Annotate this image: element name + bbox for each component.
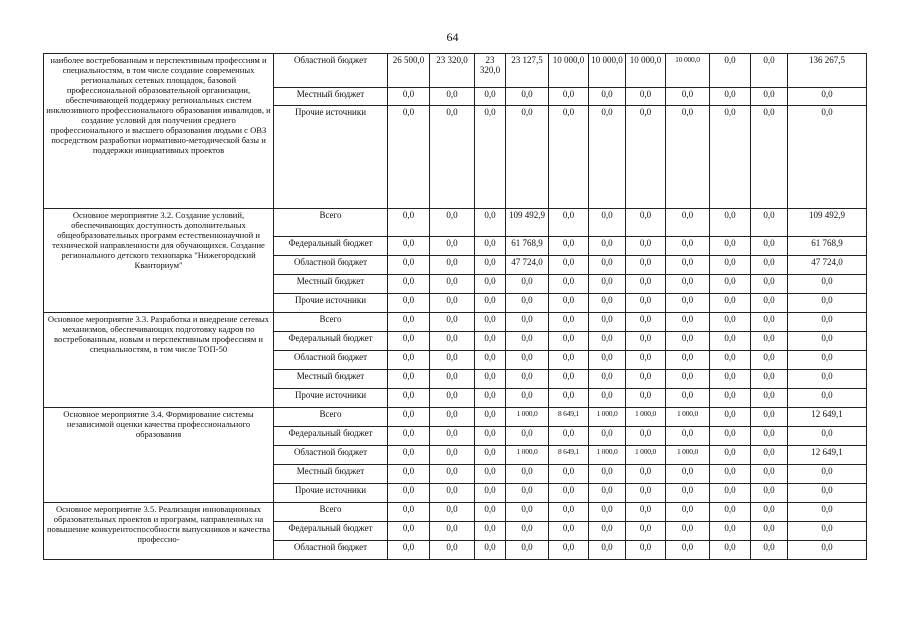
amount-cell: 0,0	[710, 54, 751, 88]
amount-cell: 0,0	[549, 275, 589, 294]
amount-cell: 12 649,1	[788, 446, 867, 465]
amount-cell: 1 000,0	[666, 446, 710, 465]
amount-cell: 0,0	[788, 275, 867, 294]
amount-cell: 0,0	[388, 541, 430, 560]
amount-cell: 8 649,1	[549, 408, 589, 427]
amount-cell: 0,0	[475, 427, 506, 446]
funding-source: Федеральный бюджет	[274, 522, 388, 541]
amount-cell: 0,0	[388, 106, 430, 209]
amount-cell: 0,0	[506, 351, 549, 370]
amount-cell: 0,0	[388, 294, 430, 313]
amount-cell: 0,0	[788, 427, 867, 446]
amount-cell: 0,0	[475, 237, 506, 256]
amount-cell: 0,0	[549, 332, 589, 351]
funding-source: Местный бюджет	[274, 275, 388, 294]
amount-cell: 0,0	[430, 389, 475, 408]
amount-cell: 0,0	[475, 484, 506, 503]
amount-cell: 0,0	[549, 209, 589, 237]
amount-cell: 0,0	[710, 541, 751, 560]
amount-cell: 0,0	[388, 370, 430, 389]
amount-cell: 0,0	[626, 370, 666, 389]
amount-cell: 0,0	[751, 54, 788, 88]
amount-cell: 0,0	[388, 209, 430, 237]
amount-cell: 0,0	[475, 446, 506, 465]
amount-cell: 0,0	[388, 256, 430, 275]
amount-cell: 0,0	[666, 313, 710, 332]
activity-description: Основное мероприятие 3.2. Создание условий, обеспечивающих доступность дополнительных общеобразовательных программ естественнонаучной и технической направленности для обучающихся. Создание регионального детского технопарка "Нижегородский Кванториум"	[44, 209, 274, 313]
funding-source: Прочие источники	[274, 389, 388, 408]
amount-cell: 0,0	[589, 370, 626, 389]
amount-cell: 0,0	[710, 465, 751, 484]
amount-cell: 10 000,0	[626, 54, 666, 88]
amount-cell: 0,0	[626, 541, 666, 560]
amount-cell: 0,0	[388, 427, 430, 446]
amount-cell: 0,0	[549, 351, 589, 370]
amount-cell: 0,0	[589, 275, 626, 294]
amount-cell: 0,0	[549, 427, 589, 446]
amount-cell: 0,0	[751, 256, 788, 275]
amount-cell: 0,0	[710, 237, 751, 256]
funding-source: Местный бюджет	[274, 465, 388, 484]
amount-cell: 0,0	[475, 465, 506, 484]
amount-cell: 0,0	[710, 522, 751, 541]
amount-cell: 0,0	[666, 237, 710, 256]
amount-cell: 0,0	[430, 313, 475, 332]
amount-cell: 0,0	[430, 408, 475, 427]
amount-cell: 26 500,0	[388, 54, 430, 88]
amount-cell: 0,0	[506, 313, 549, 332]
amount-cell: 0,0	[626, 389, 666, 408]
amount-cell: 0,0	[430, 275, 475, 294]
amount-cell: 0,0	[506, 465, 549, 484]
table-row	[44, 209, 867, 237]
amount-cell: 0,0	[475, 522, 506, 541]
amount-cell: 0,0	[751, 106, 788, 209]
funding-source: Областной бюджет	[274, 541, 388, 560]
amount-cell: 0,0	[710, 294, 751, 313]
amount-cell: 0,0	[589, 465, 626, 484]
amount-cell: 0,0	[549, 484, 589, 503]
amount-cell: 10 000,0	[589, 54, 626, 88]
amount-cell: 0,0	[626, 484, 666, 503]
amount-cell: 1 000,0	[506, 446, 549, 465]
amount-cell: 0,0	[666, 351, 710, 370]
amount-cell: 0,0	[388, 332, 430, 351]
amount-cell: 0,0	[626, 465, 666, 484]
amount-cell: 0,0	[475, 332, 506, 351]
funding-source: Областной бюджет	[274, 256, 388, 275]
amount-cell: 0,0	[589, 332, 626, 351]
table-row	[44, 54, 867, 88]
amount-cell: 0,0	[549, 541, 589, 560]
amount-cell: 0,0	[506, 389, 549, 408]
amount-cell: 0,0	[430, 88, 475, 106]
amount-cell: 0,0	[549, 370, 589, 389]
funding-source: Федеральный бюджет	[274, 427, 388, 446]
amount-cell: 0,0	[506, 522, 549, 541]
funding-source: Федеральный бюджет	[274, 332, 388, 351]
amount-cell: 0,0	[751, 408, 788, 427]
amount-cell: 1 000,0	[589, 446, 626, 465]
amount-cell: 0,0	[666, 209, 710, 237]
funding-source: Всего	[274, 313, 388, 332]
amount-cell: 0,0	[626, 88, 666, 106]
funding-source: Местный бюджет	[274, 88, 388, 106]
amount-cell: 0,0	[506, 541, 549, 560]
amount-cell: 0,0	[388, 446, 430, 465]
amount-cell: 47 724,0	[788, 256, 867, 275]
amount-cell: 0,0	[549, 465, 589, 484]
amount-cell: 0,0	[710, 88, 751, 106]
amount-cell: 1 000,0	[626, 446, 666, 465]
amount-cell: 61 768,9	[506, 237, 549, 256]
amount-cell: 0,0	[788, 484, 867, 503]
amount-cell: 0,0	[388, 503, 430, 522]
funding-source: Всего	[274, 503, 388, 522]
amount-cell: 0,0	[666, 275, 710, 294]
amount-cell: 0,0	[626, 294, 666, 313]
amount-cell: 0,0	[430, 503, 475, 522]
amount-cell: 0,0	[751, 465, 788, 484]
amount-cell: 61 768,9	[788, 237, 867, 256]
amount-cell: 0,0	[388, 408, 430, 427]
amount-cell: 0,0	[506, 88, 549, 106]
amount-cell: 0,0	[589, 427, 626, 446]
funding-source: Областной бюджет	[274, 54, 388, 88]
amount-cell: 0,0	[788, 541, 867, 560]
funding-source: Прочие источники	[274, 106, 388, 209]
amount-cell: 0,0	[388, 484, 430, 503]
amount-cell: 0,0	[788, 503, 867, 522]
amount-cell: 0,0	[788, 351, 867, 370]
amount-cell: 0,0	[388, 275, 430, 294]
amount-cell: 0,0	[506, 106, 549, 209]
amount-cell: 0,0	[506, 294, 549, 313]
amount-cell: 0,0	[666, 427, 710, 446]
amount-cell: 0,0	[666, 484, 710, 503]
amount-cell: 0,0	[589, 351, 626, 370]
amount-cell: 47 724,0	[506, 256, 549, 275]
amount-cell: 0,0	[475, 209, 506, 237]
amount-cell: 0,0	[751, 351, 788, 370]
amount-cell: 0,0	[430, 106, 475, 209]
amount-cell: 0,0	[589, 88, 626, 106]
amount-cell: 0,0	[475, 294, 506, 313]
amount-cell: 0,0	[589, 389, 626, 408]
amount-cell: 0,0	[751, 389, 788, 408]
amount-cell: 0,0	[506, 503, 549, 522]
amount-cell: 0,0	[710, 209, 751, 237]
amount-cell: 0,0	[666, 332, 710, 351]
amount-cell: 0,0	[549, 88, 589, 106]
amount-cell: 0,0	[710, 370, 751, 389]
amount-cell: 0,0	[788, 332, 867, 351]
amount-cell: 0,0	[475, 351, 506, 370]
amount-cell: 0,0	[666, 256, 710, 275]
amount-cell: 0,0	[388, 351, 430, 370]
amount-cell: 0,0	[626, 237, 666, 256]
amount-cell: 0,0	[788, 106, 867, 209]
amount-cell: 0,0	[710, 503, 751, 522]
amount-cell: 0,0	[710, 427, 751, 446]
amount-cell: 109 492,9	[788, 209, 867, 237]
amount-cell: 0,0	[626, 209, 666, 237]
funding-source: Областной бюджет	[274, 446, 388, 465]
amount-cell: 0,0	[589, 106, 626, 209]
amount-cell: 0,0	[751, 503, 788, 522]
amount-cell: 0,0	[589, 294, 626, 313]
budget-table	[43, 53, 867, 560]
amount-cell: 0,0	[549, 106, 589, 209]
amount-cell: 0,0	[388, 237, 430, 256]
amount-cell: 0,0	[751, 541, 788, 560]
amount-cell: 0,0	[475, 88, 506, 106]
amount-cell: 0,0	[589, 209, 626, 237]
amount-cell: 0,0	[751, 370, 788, 389]
amount-cell: 10 000,0	[666, 54, 710, 88]
amount-cell: 23 320,0	[430, 54, 475, 88]
amount-cell: 0,0	[666, 106, 710, 209]
amount-cell: 0,0	[549, 503, 589, 522]
amount-cell: 0,0	[549, 256, 589, 275]
amount-cell: 0,0	[788, 88, 867, 106]
amount-cell: 0,0	[388, 313, 430, 332]
amount-cell: 0,0	[751, 522, 788, 541]
amount-cell: 0,0	[666, 541, 710, 560]
amount-cell: 0,0	[666, 522, 710, 541]
amount-cell: 0,0	[751, 332, 788, 351]
amount-cell: 0,0	[475, 370, 506, 389]
amount-cell: 0,0	[506, 332, 549, 351]
amount-cell: 0,0	[626, 106, 666, 209]
amount-cell: 0,0	[751, 427, 788, 446]
amount-cell: 0,0	[788, 389, 867, 408]
amount-cell: 0,0	[751, 209, 788, 237]
amount-cell: 109 492,9	[506, 209, 549, 237]
amount-cell: 0,0	[430, 484, 475, 503]
amount-cell: 0,0	[788, 522, 867, 541]
amount-cell: 0,0	[589, 503, 626, 522]
amount-cell: 0,0	[626, 427, 666, 446]
amount-cell: 0,0	[549, 313, 589, 332]
amount-cell: 0,0	[589, 313, 626, 332]
amount-cell: 0,0	[549, 522, 589, 541]
activity-description: Основное мероприятие 3.4. Формирование системы независимой оценки качества профессионального образования	[44, 408, 274, 503]
amount-cell: 23 127,5	[506, 54, 549, 88]
amount-cell: 0,0	[710, 446, 751, 465]
amount-cell: 0,0	[475, 408, 506, 427]
amount-cell: 1 000,0	[626, 408, 666, 427]
amount-cell: 0,0	[475, 256, 506, 275]
amount-cell: 0,0	[710, 332, 751, 351]
amount-cell: 0,0	[626, 275, 666, 294]
amount-cell: 0,0	[430, 370, 475, 389]
amount-cell: 136 267,5	[788, 54, 867, 88]
funding-source: Прочие источники	[274, 484, 388, 503]
funding-source: Областной бюджет	[274, 351, 388, 370]
amount-cell: 0,0	[666, 389, 710, 408]
amount-cell: 8 649,1	[549, 446, 589, 465]
amount-cell: 1 000,0	[589, 408, 626, 427]
amount-cell: 0,0	[589, 484, 626, 503]
funding-source: Прочие источники	[274, 294, 388, 313]
amount-cell: 0,0	[430, 237, 475, 256]
amount-cell: 0,0	[589, 237, 626, 256]
activity-description: Основное мероприятие 3.3. Разработка и внедрение сетевых механизмов, обеспечивающих подготовку кадров по востребованным, новым и перспективным профессиям и специальностям, в том числе ТОП-50	[44, 313, 274, 408]
amount-cell: 10 000,0	[549, 54, 589, 88]
funding-source: Всего	[274, 408, 388, 427]
amount-cell: 0,0	[626, 351, 666, 370]
amount-cell: 0,0	[430, 351, 475, 370]
funding-source: Всего	[274, 209, 388, 237]
amount-cell: 0,0	[430, 465, 475, 484]
funding-source: Местный бюджет	[274, 370, 388, 389]
amount-cell: 0,0	[430, 294, 475, 313]
amount-cell: 0,0	[430, 256, 475, 275]
amount-cell: 0,0	[751, 294, 788, 313]
amount-cell: 0,0	[430, 332, 475, 351]
amount-cell: 0,0	[710, 351, 751, 370]
amount-cell: 0,0	[710, 389, 751, 408]
amount-cell: 0,0	[589, 541, 626, 560]
amount-cell: 0,0	[751, 484, 788, 503]
amount-cell: 0,0	[788, 370, 867, 389]
table-row	[44, 408, 867, 427]
amount-cell: 0,0	[666, 503, 710, 522]
activity-description: Основное мероприятие 3.5. Реализация инновационных образовательных проектов и программ, направленных на повышение конкурентоспособности выпускников и качества профессио-	[44, 503, 274, 560]
amount-cell: 0,0	[506, 484, 549, 503]
amount-cell: 0,0	[549, 237, 589, 256]
amount-cell: 0,0	[475, 106, 506, 209]
amount-cell: 0,0	[710, 275, 751, 294]
amount-cell: 12 649,1	[788, 408, 867, 427]
amount-cell: 0,0	[430, 446, 475, 465]
amount-cell: 0,0	[388, 465, 430, 484]
amount-cell: 0,0	[475, 541, 506, 560]
amount-cell: 0,0	[788, 313, 867, 332]
amount-cell: 0,0	[666, 465, 710, 484]
amount-cell: 0,0	[626, 313, 666, 332]
amount-cell: 0,0	[751, 313, 788, 332]
amount-cell: 1 000,0	[506, 408, 549, 427]
amount-cell: 0,0	[506, 427, 549, 446]
amount-cell: 0,0	[626, 503, 666, 522]
amount-cell: 0,0	[430, 541, 475, 560]
amount-cell: 0,0	[475, 275, 506, 294]
amount-cell: 0,0	[710, 256, 751, 275]
amount-cell: 0,0	[710, 484, 751, 503]
amount-cell: 0,0	[751, 88, 788, 106]
amount-cell: 0,0	[626, 256, 666, 275]
amount-cell: 0,0	[475, 503, 506, 522]
amount-cell: 0,0	[751, 446, 788, 465]
amount-cell: 1 000,0	[666, 408, 710, 427]
amount-cell: 0,0	[666, 88, 710, 106]
amount-cell: 0,0	[506, 275, 549, 294]
amount-cell: 0,0	[506, 370, 549, 389]
amount-cell: 0,0	[788, 294, 867, 313]
amount-cell: 0,0	[751, 237, 788, 256]
amount-cell: 0,0	[549, 294, 589, 313]
amount-cell: 0,0	[388, 88, 430, 106]
amount-cell: 0,0	[430, 427, 475, 446]
funding-source: Федеральный бюджет	[274, 237, 388, 256]
amount-cell: 0,0	[710, 106, 751, 209]
amount-cell: 0,0	[788, 465, 867, 484]
amount-cell: 0,0	[710, 313, 751, 332]
amount-cell: 0,0	[549, 389, 589, 408]
amount-cell: 0,0	[626, 332, 666, 351]
amount-cell: 0,0	[430, 522, 475, 541]
amount-cell: 0,0	[666, 294, 710, 313]
table-row	[44, 503, 867, 522]
amount-cell: 0,0	[626, 522, 666, 541]
amount-cell: 0,0	[710, 408, 751, 427]
amount-cell: 0,0	[388, 522, 430, 541]
amount-cell: 0,0	[666, 370, 710, 389]
amount-cell: 0,0	[388, 389, 430, 408]
amount-cell: 0,0	[475, 313, 506, 332]
amount-cell: 0,0	[751, 275, 788, 294]
amount-cell: 0,0	[430, 209, 475, 237]
amount-cell: 0,0	[475, 389, 506, 408]
activity-description: наиболее востребованным и перспективным профессиям и специальностям, в том числе создание современных региональных сетевых площадок, базовой профессиональной образовательной организации, обеспечивающей поддержку региональных систем инклюзивного профессионального образования инвалидов, и создание условий для получения среднего профессионального и высшего образования людьми с ОВЗ посредством разработки нормативно-методической базы и поддержки инициативных проектов	[44, 54, 274, 209]
amount-cell: 23 320,0	[475, 54, 506, 88]
table-row	[44, 313, 867, 332]
page-number: 64	[446, 30, 459, 44]
amount-cell: 0,0	[589, 256, 626, 275]
amount-cell: 0,0	[589, 522, 626, 541]
